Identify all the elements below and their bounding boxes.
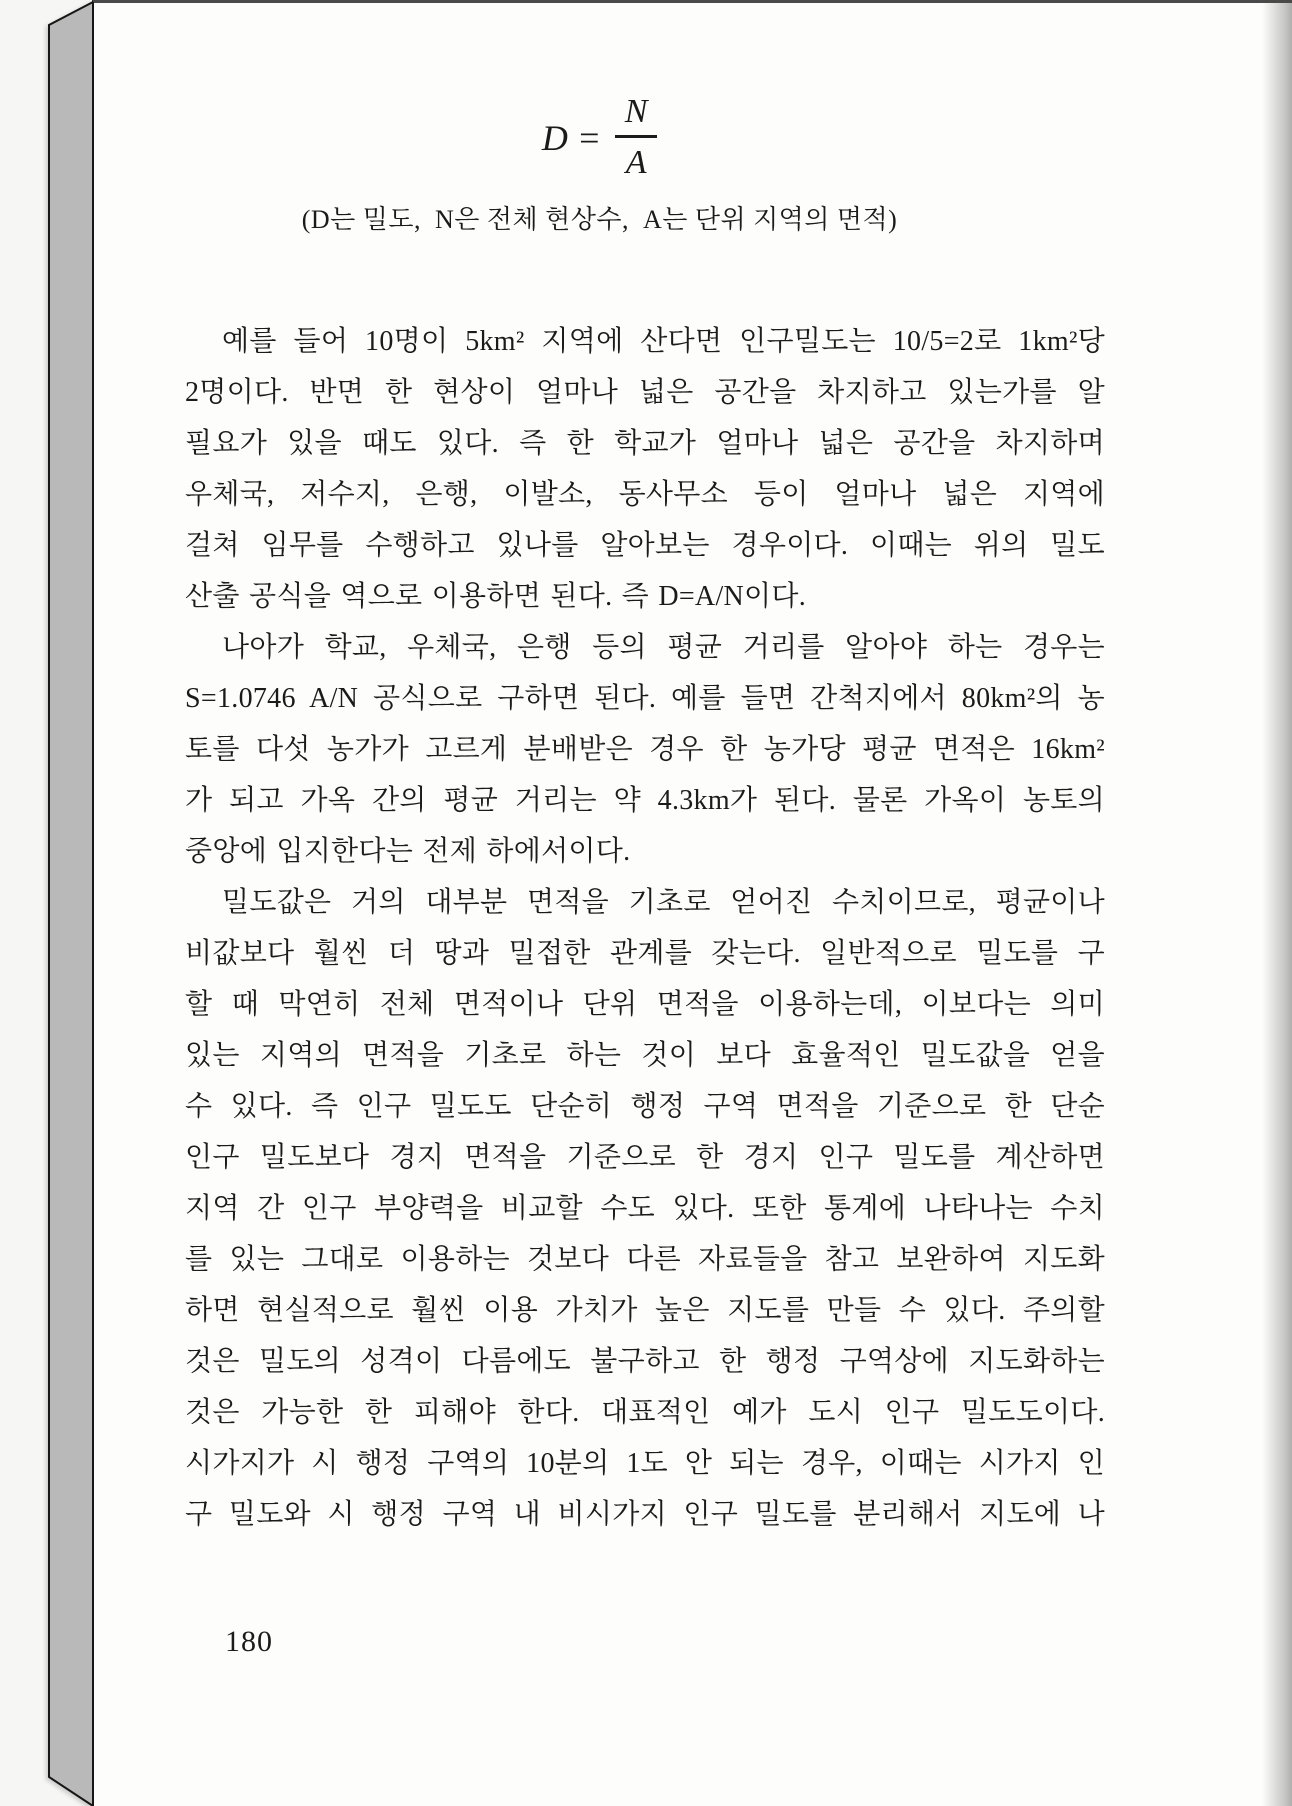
text-line: 인구 밀도보다 경지 면적을 기준으로 한 경지 인구 밀도를 계산하면 — [185, 1142, 1105, 1173]
paragraph — [185, 622, 1105, 877]
text-line: 산출 공식을 역으로 이용하면 된다. 즉 D=A/N이다. — [185, 581, 807, 612]
text-line: 것은 가능한 한 피해야 한다. 대표적인 예가 도시 인구 밀도도이다. — [185, 1397, 1105, 1428]
paragraph — [185, 877, 1105, 1540]
density-formula — [94, 95, 1105, 180]
body-text — [185, 316, 1105, 1540]
text-line: 있는 지역의 면적을 기초로 하는 것이 보다 효율적인 밀도값을 얻을 — [185, 1040, 1105, 1071]
text-line: 할 때 막연히 전체 면적이나 단위 면적을 이용하는데, 이보다는 의미 — [185, 989, 1105, 1020]
text-line: 지역 간 인구 부양력을 비교할 수도 있다. 또한 통계에 나타나는 수치 — [185, 1193, 1105, 1224]
text-line: S=1.0746 A/N 공식으로 구하면 된다. 예를 들면 간척지에서 80km²의 농 — [185, 683, 1105, 714]
text-line: 구 밀도와 시 행정 구역 내 비시가지 인구 밀도를 분리해서 지도에 나 — [185, 1499, 1105, 1530]
book-page — [92, 0, 1292, 1806]
text-line: 예를 들어 10명이 5km² 지역에 산다면 인구밀도는 10/5=2로 1km²당 — [222, 326, 1105, 357]
text-line: 것은 밀도의 성격이 다름에도 불구하고 한 행정 구역상에 지도화하는 — [185, 1346, 1105, 1377]
text-line: 나아가 학교, 우체국, 은행 등의 평균 거리를 알아야 하는 경우는 — [222, 632, 1105, 663]
text-line: 걸쳐 임무를 수행하고 있나를 알아보는 경우이다. 이때는 위의 밀도 — [185, 530, 1105, 561]
text-line: 토를 다섯 농가가 고르게 분배받은 경우 한 농가당 평균 면적은 16km² — [185, 734, 1105, 765]
text-line: 수 있다. 즉 인구 밀도도 단순히 행정 구역 면적을 기준으로 한 단순 — [185, 1091, 1105, 1122]
formula-denominator: A — [625, 144, 647, 181]
page-right-shadow — [1262, 3, 1292, 1806]
text-line: 비값보다 훨씬 더 땅과 밀접한 관계를 갖는다. 일반적으로 밀도를 구 — [185, 938, 1105, 969]
text-line: 를 있는 그대로 이용하는 것보다 다른 자료들을 참고 보완하여 지도화 — [185, 1244, 1105, 1275]
text-line: 2명이다. 반면 한 현상이 얼마나 넓은 공간을 차지하고 있는가를 알 — [185, 377, 1105, 408]
formula-zone — [94, 95, 1105, 238]
formula-fraction — [615, 95, 657, 180]
text-line: 밀도값은 거의 대부분 면적을 기초로 얻어진 수치이므로, 평균이나 — [222, 887, 1105, 918]
formula-caption: (D는 밀도, N은 전체 현상수, A는 단위 지역의 면적) — [301, 205, 898, 234]
text-line: 시가지가 시 행정 구역의 10분의 1도 안 되는 경우, 이때는 시가지 인 — [185, 1448, 1105, 1479]
text-line: 중앙에 입지한다는 전제 하에서이다. — [185, 836, 631, 867]
formula-lhs: D = — [541, 117, 602, 158]
text-line: 필요가 있을 때도 있다. 즉 한 학교가 얼마나 넓은 공간을 차지하며 — [185, 428, 1105, 459]
book-edge-strip — [47, 0, 94, 1806]
text-line: 우체국, 저수지, 은행, 이발소, 동사무소 등이 얼마나 넓은 지역에 — [185, 479, 1105, 510]
text-line: 하면 현실적으로 훨씬 이용 가치가 높은 지도를 만들 수 있다. 주의할 — [185, 1295, 1105, 1326]
paragraph — [185, 316, 1105, 622]
formula-numerator: N — [624, 93, 648, 130]
text-line: 가 되고 가옥 간의 평균 거리는 약 4.3km가 된다. 물론 가옥이 농토의 — [185, 785, 1105, 816]
page-number: 180 — [225, 1625, 273, 1658]
page-stack-edge — [49, 2, 93, 1806]
